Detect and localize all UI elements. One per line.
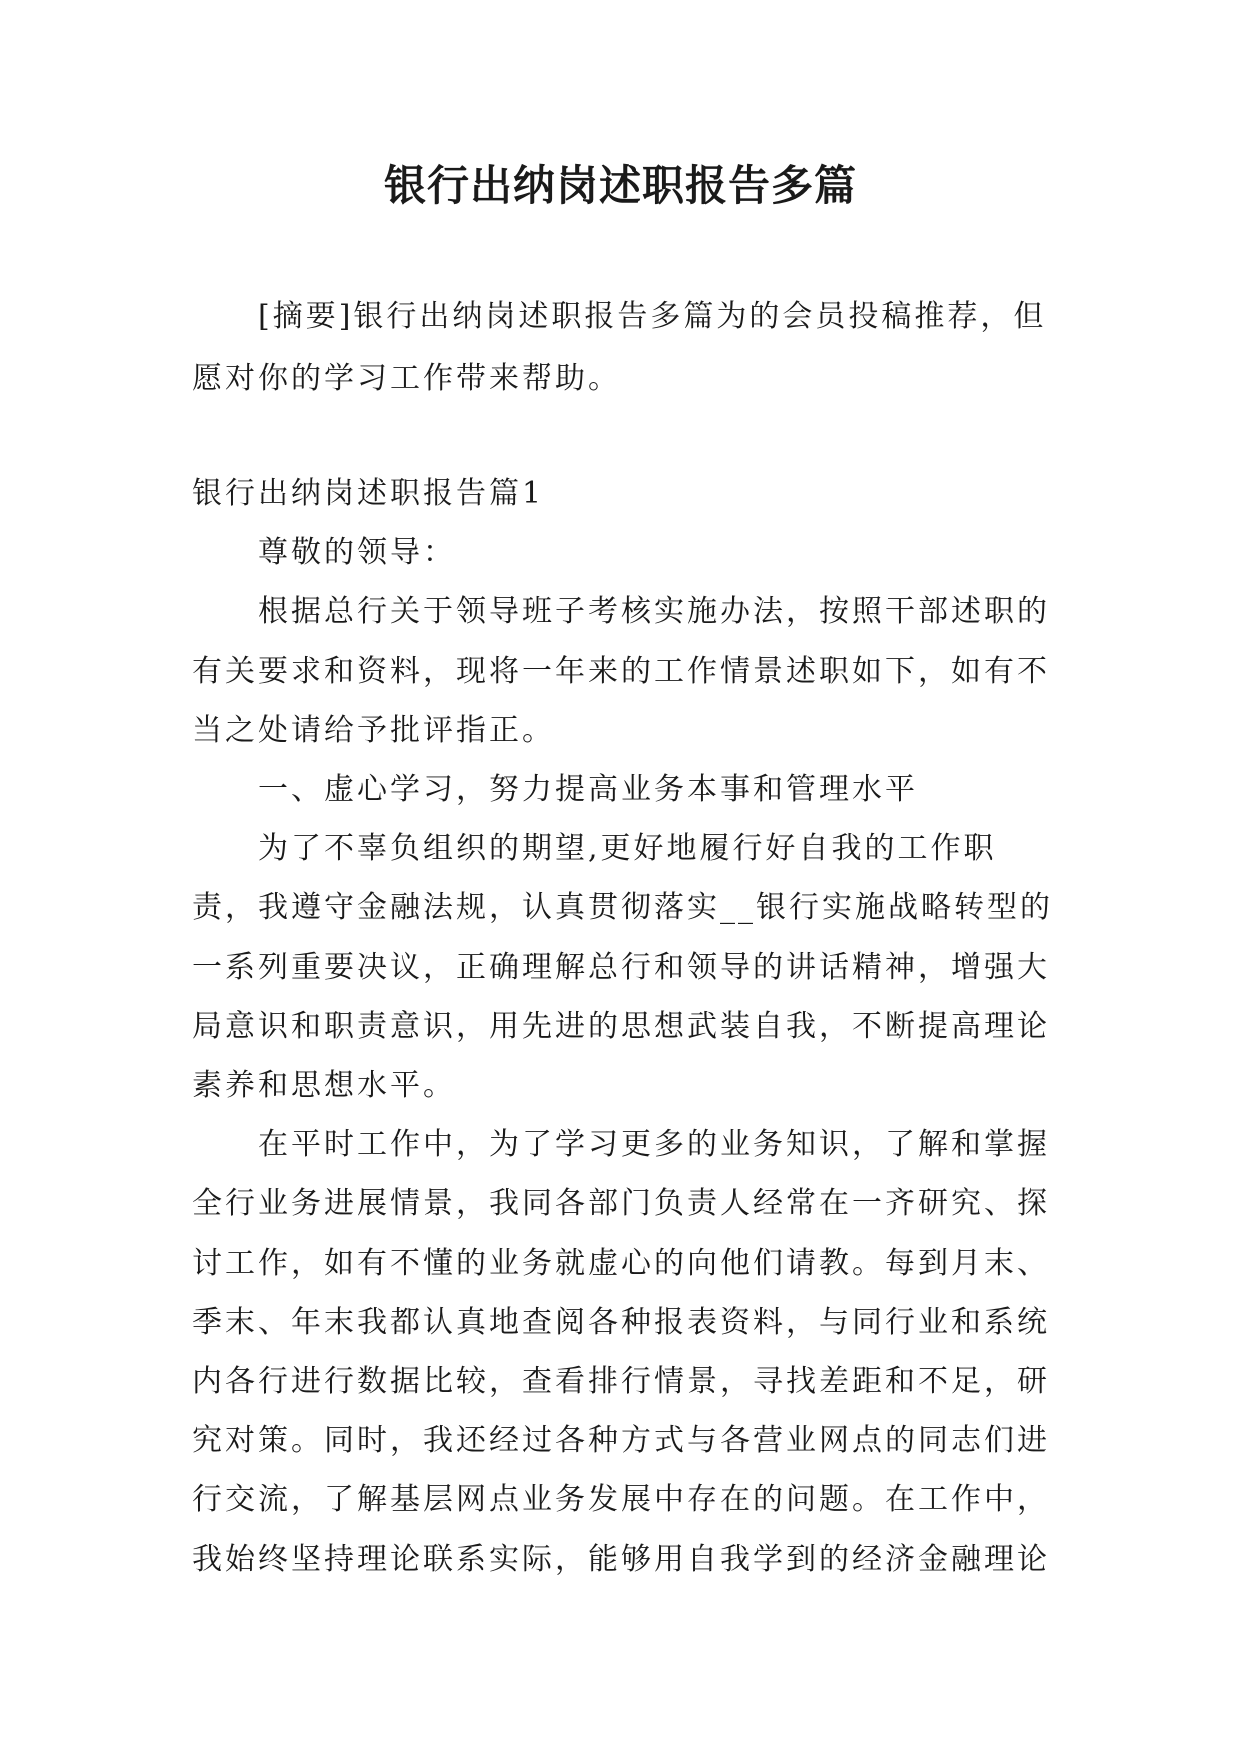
section-heading: 银行出纳岗述职报告篇1	[192, 476, 545, 511]
body-paragraph: 为了不辜负组织的期望,更好地履行好自我的工作职责，我遵守金融法规，认真贯彻落实__银行实施战略转型的一系列重要决议，正确理解总行和领导的讲话精神，增强大局意识和职责意识，用先进的思想武装自我，不断提高理论素养和思想水平。	[192, 831, 1053, 1104]
subheading: 一、虚心学习，努力提高业务本事和管理水平	[258, 772, 918, 808]
body-paragraph: 在平时工作中，为了学习更多的业务知识，了解和掌握全行业务进展情景，我同各部门负责人经常在一齐研究、探讨工作，如有不懂的业务就虚心的向他们请教。每到月末、季末、年末我都认真地查阅各种报表资料，与同行业和系统内各行进行数据比较，查看排行情景，寻找差距和不足，研究对策。同时，我还经过各种方式与各营业网点的同志们进行交流，了解基层网点业务发展中存在的问题。在工作中，我始终坚持理论联系实际，能够用自我学到的经济金融理论	[192, 1127, 1050, 1577]
abstract-block	[192, 286, 1062, 410]
body-paragraph: 根据总行关于领导班子考核实施办法，按照干部述职的有关要求和资料，现将一年来的工作情景述职如下，如有不当之处请给予批评指正。	[192, 594, 1050, 748]
report-body	[192, 464, 1062, 1589]
document-title: 银行出纳岗述职报告多篇	[383, 161, 857, 210]
salutation: 尊敬的领导：	[258, 535, 456, 571]
abstract-paragraph: [摘要]银行出纳岗述职报告多篇为的会员投稿推荐，但愿对你的学习工作带来帮助。	[192, 299, 1047, 396]
